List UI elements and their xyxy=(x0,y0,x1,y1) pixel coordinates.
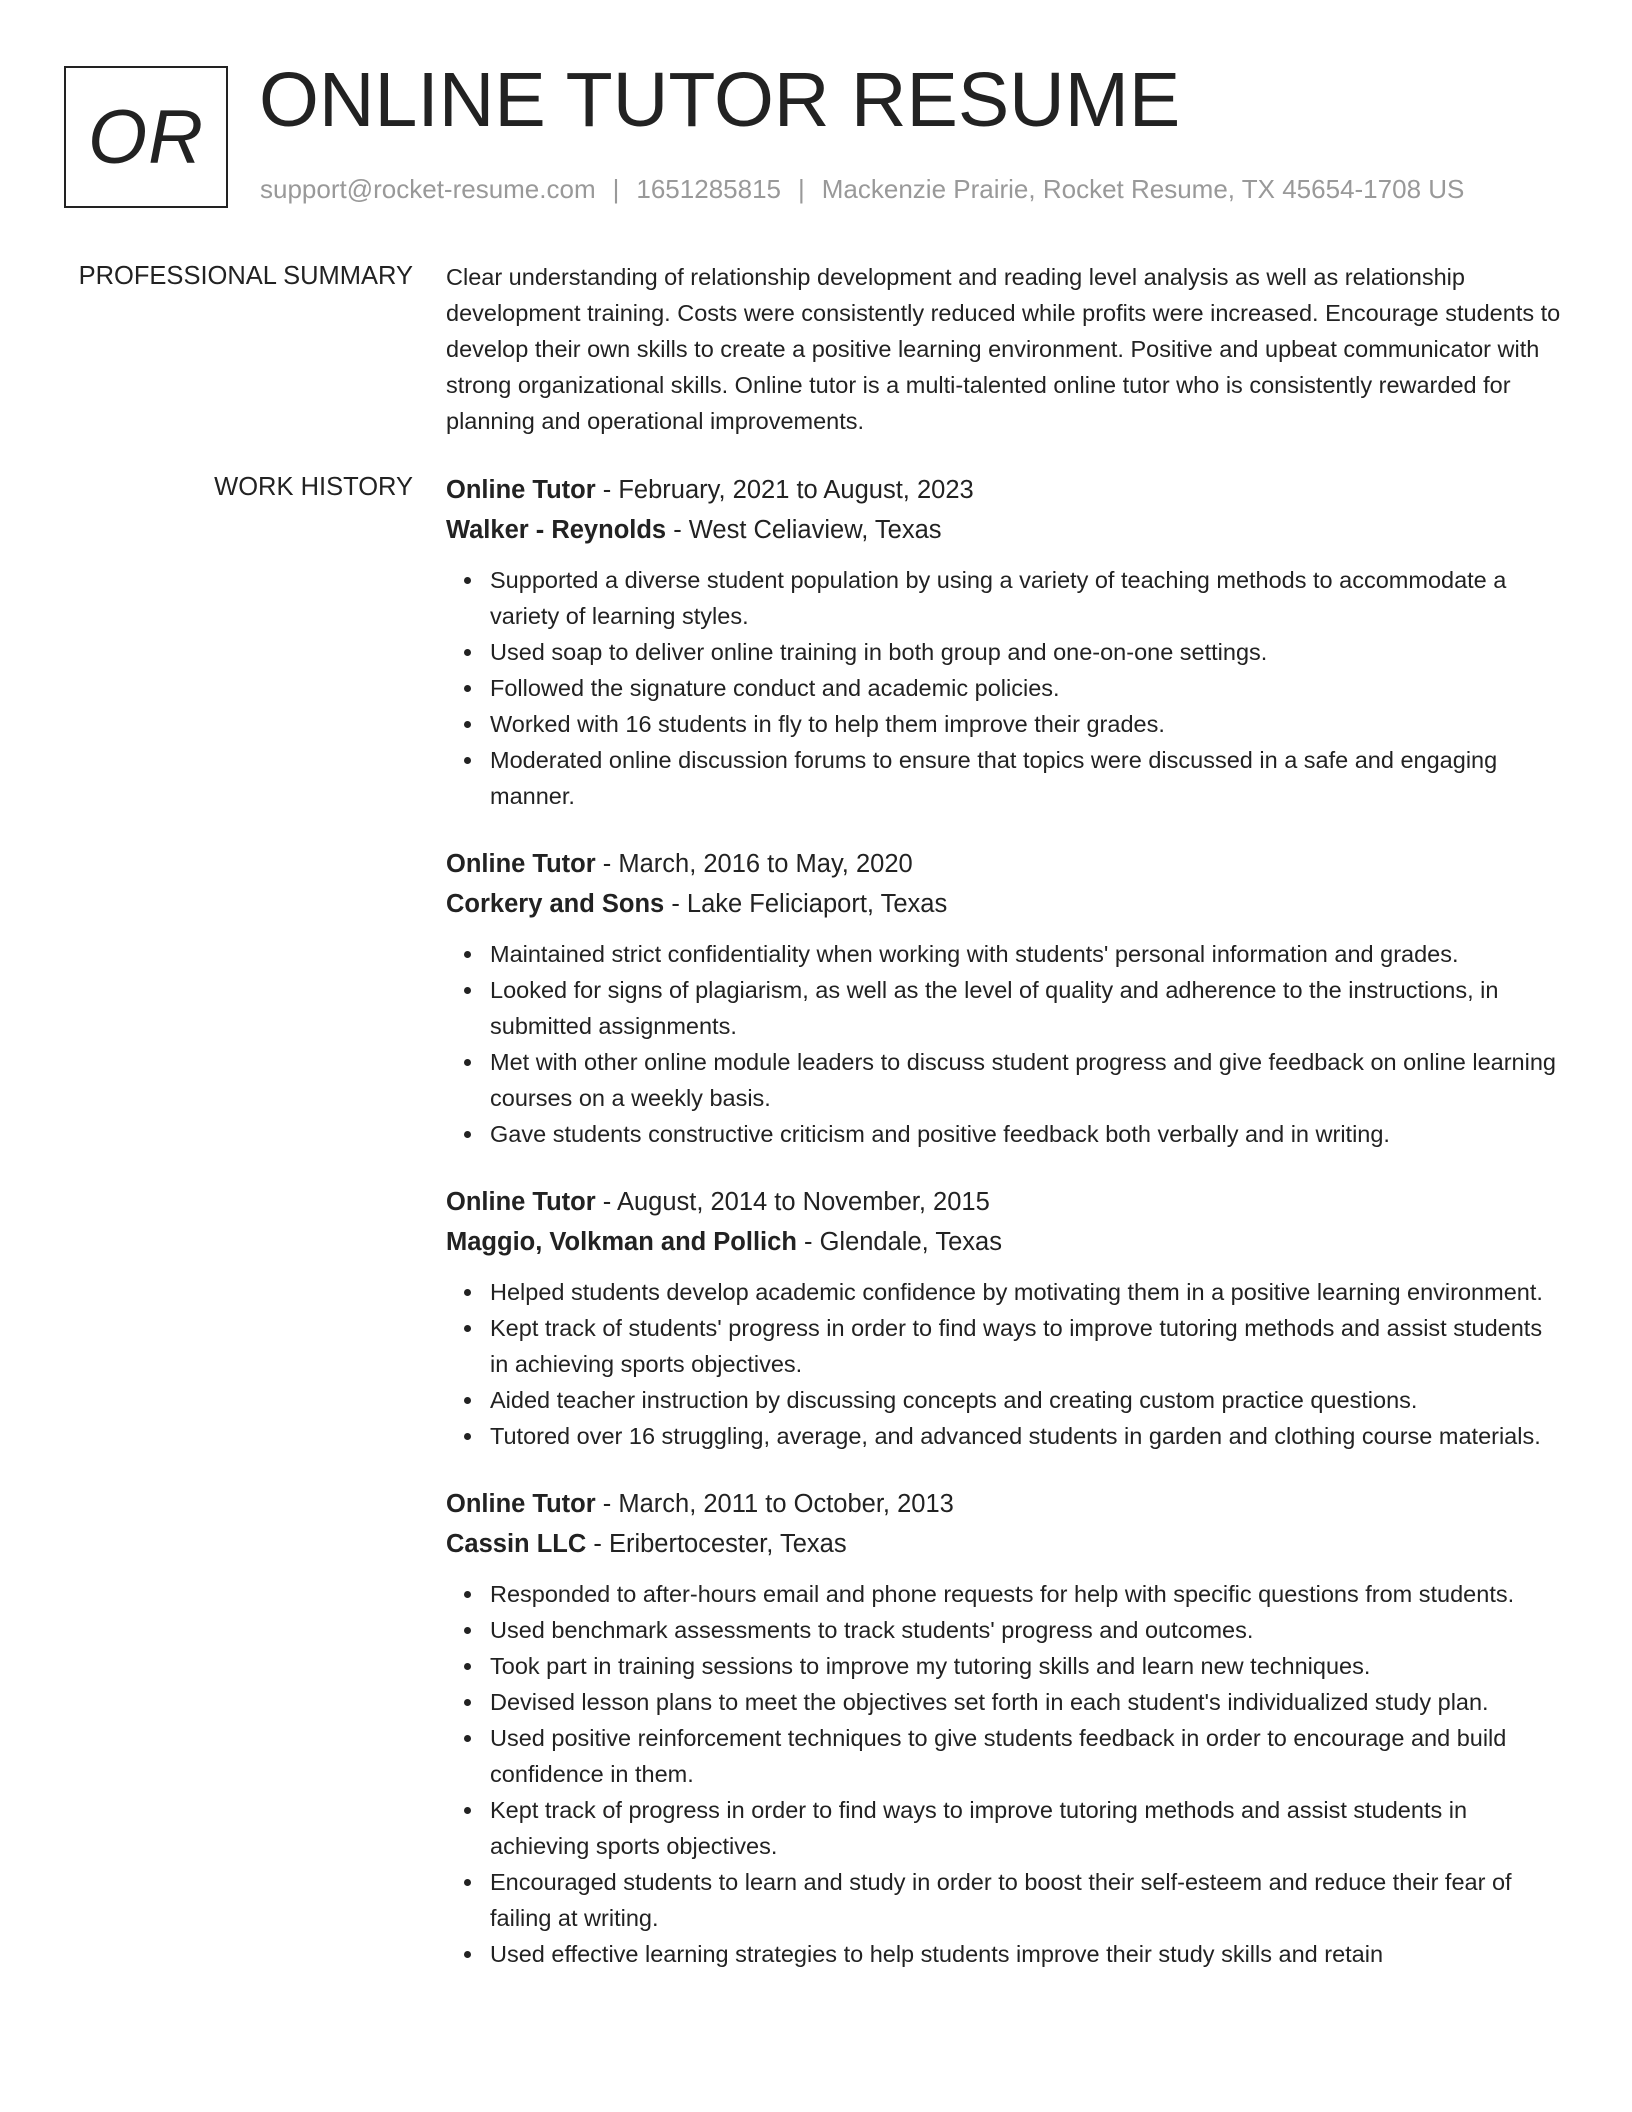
job-company-line xyxy=(446,884,1566,924)
job-bullet: Encouraged students to learn and study in order to boost their self-esteem and reduce their fear of failing at writing. xyxy=(490,1864,1566,1936)
job-title: Online Tutor xyxy=(446,850,596,878)
job-title: Online Tutor xyxy=(446,1490,596,1518)
resume-title: ONLINE TUTOR RESUME xyxy=(259,57,1181,143)
summary-text: Clear understanding of relationship development and reading level analysis as well as relationship development training. Costs were consistently reduced while profits were increased. Encourage students to develop their own skills to create a positive learning environment. Positive and upbeat communicator with strong organizational skills. Online tutor is a multi-talented online tutor who is consistently rewarded for planning and operational improvements. xyxy=(446,264,1561,434)
contact-email: support@rocket-resume.com xyxy=(260,174,596,204)
job-entry xyxy=(446,470,1566,814)
job-entry xyxy=(446,1484,1566,1972)
section-label-work-history: WORK HISTORY xyxy=(214,473,413,501)
job-bullet: Worked with 16 students in fly to help them improve their grades. xyxy=(490,706,1566,742)
job-dates: - March, 2011 to October, 2013 xyxy=(595,1490,954,1518)
job-location: - Glendale, Texas xyxy=(796,1228,1002,1256)
work-history-list xyxy=(446,470,1566,2002)
job-company-line xyxy=(446,510,1566,550)
contact-separator: | xyxy=(798,174,805,204)
job-company: Corkery and Sons xyxy=(446,890,665,918)
section-label-summary: PROFESSIONAL SUMMARY xyxy=(78,262,413,290)
job-bullet: Supported a diverse student population by using a variety of teaching methods to accommodate a variety of learning styles. xyxy=(490,562,1566,634)
job-bullet: Used soap to deliver online training in both group and one-on-one settings. xyxy=(490,634,1566,670)
job-company: Maggio, Volkman and Pollich xyxy=(446,1228,797,1256)
job-bullet: Used positive reinforcement techniques to give students feedback in order to encourage and build confidence in them. xyxy=(490,1720,1566,1792)
job-bullet-list xyxy=(446,1274,1566,1454)
job-location: - West Celiaview, Texas xyxy=(666,516,942,544)
job-company-line xyxy=(446,1524,1566,1564)
monogram-initials: OR xyxy=(88,94,204,180)
job-location: - Eribertocester, Texas xyxy=(586,1530,847,1558)
job-bullet: Gave students constructive criticism and positive feedback both verbally and in writing. xyxy=(490,1116,1566,1152)
job-bullet: Kept track of students' progress in order to find ways to improve tutoring methods and assist students in achieving sports objectives. xyxy=(490,1310,1566,1382)
contact-separator: | xyxy=(612,174,620,204)
job-location: - Lake Feliciaport, Texas xyxy=(664,890,948,918)
job-entry xyxy=(446,844,1566,1152)
contact-line xyxy=(260,174,1464,205)
job-bullet: Tutored over 16 struggling, average, and advanced students in garden and clothing course materials. xyxy=(490,1418,1566,1454)
job-title-line xyxy=(446,1182,1566,1222)
job-dates: - August, 2014 to November, 2015 xyxy=(595,1188,990,1216)
monogram-box xyxy=(64,66,228,208)
job-title: Online Tutor xyxy=(446,476,596,504)
contact-phone: 1651285815 xyxy=(636,174,781,204)
job-bullet: Kept track of progress in order to find ways to improve tutoring methods and assist students in achieving sports objectives. xyxy=(490,1792,1566,1864)
job-company-line xyxy=(446,1222,1566,1262)
job-company: Cassin LLC xyxy=(446,1530,587,1558)
job-dates: - February, 2021 to August, 2023 xyxy=(595,476,974,504)
job-bullet: Aided teacher instruction by discussing concepts and creating custom practice questions. xyxy=(490,1382,1566,1418)
job-title-line xyxy=(446,1484,1566,1524)
job-bullet-list xyxy=(446,562,1566,814)
job-bullet: Responded to after-hours email and phone requests for help with specific questions from students. xyxy=(490,1576,1566,1612)
job-bullet: Met with other online module leaders to discuss student progress and give feedback on online learning courses on a weekly basis. xyxy=(490,1044,1566,1116)
job-bullet-list xyxy=(446,936,1566,1152)
job-bullet: Maintained strict confidentiality when working with students' personal information and grades. xyxy=(490,936,1566,972)
job-company: Walker - Reynolds xyxy=(446,516,667,544)
job-entry xyxy=(446,1182,1566,1454)
job-bullet: Followed the signature conduct and academic policies. xyxy=(490,670,1566,706)
job-bullet: Devised lesson plans to meet the objectives set forth in each student's individualized study plan. xyxy=(490,1684,1566,1720)
job-bullet: Used effective learning strategies to help students improve their study skills and retain xyxy=(490,1936,1566,1972)
job-bullet-list xyxy=(446,1576,1566,1972)
job-bullet: Helped students develop academic confidence by motivating them in a positive learning environment. xyxy=(490,1274,1566,1310)
job-bullet: Moderated online discussion forums to ensure that topics were discussed in a safe and engaging manner. xyxy=(490,742,1566,814)
job-bullet: Used benchmark assessments to track students' progress and outcomes. xyxy=(490,1612,1566,1648)
job-bullet: Took part in training sessions to improve my tutoring skills and learn new techniques. xyxy=(490,1648,1566,1684)
job-title-line xyxy=(446,470,1566,510)
job-dates: - March, 2016 to May, 2020 xyxy=(595,850,913,878)
contact-address: Mackenzie Prairie, Rocket Resume, TX 45654-1708 US xyxy=(821,174,1465,204)
job-bullet: Looked for signs of plagiarism, as well as the level of quality and adherence to the instructions, in submitted assignments. xyxy=(490,972,1566,1044)
job-title: Online Tutor xyxy=(446,1188,596,1216)
job-title-line xyxy=(446,844,1566,884)
